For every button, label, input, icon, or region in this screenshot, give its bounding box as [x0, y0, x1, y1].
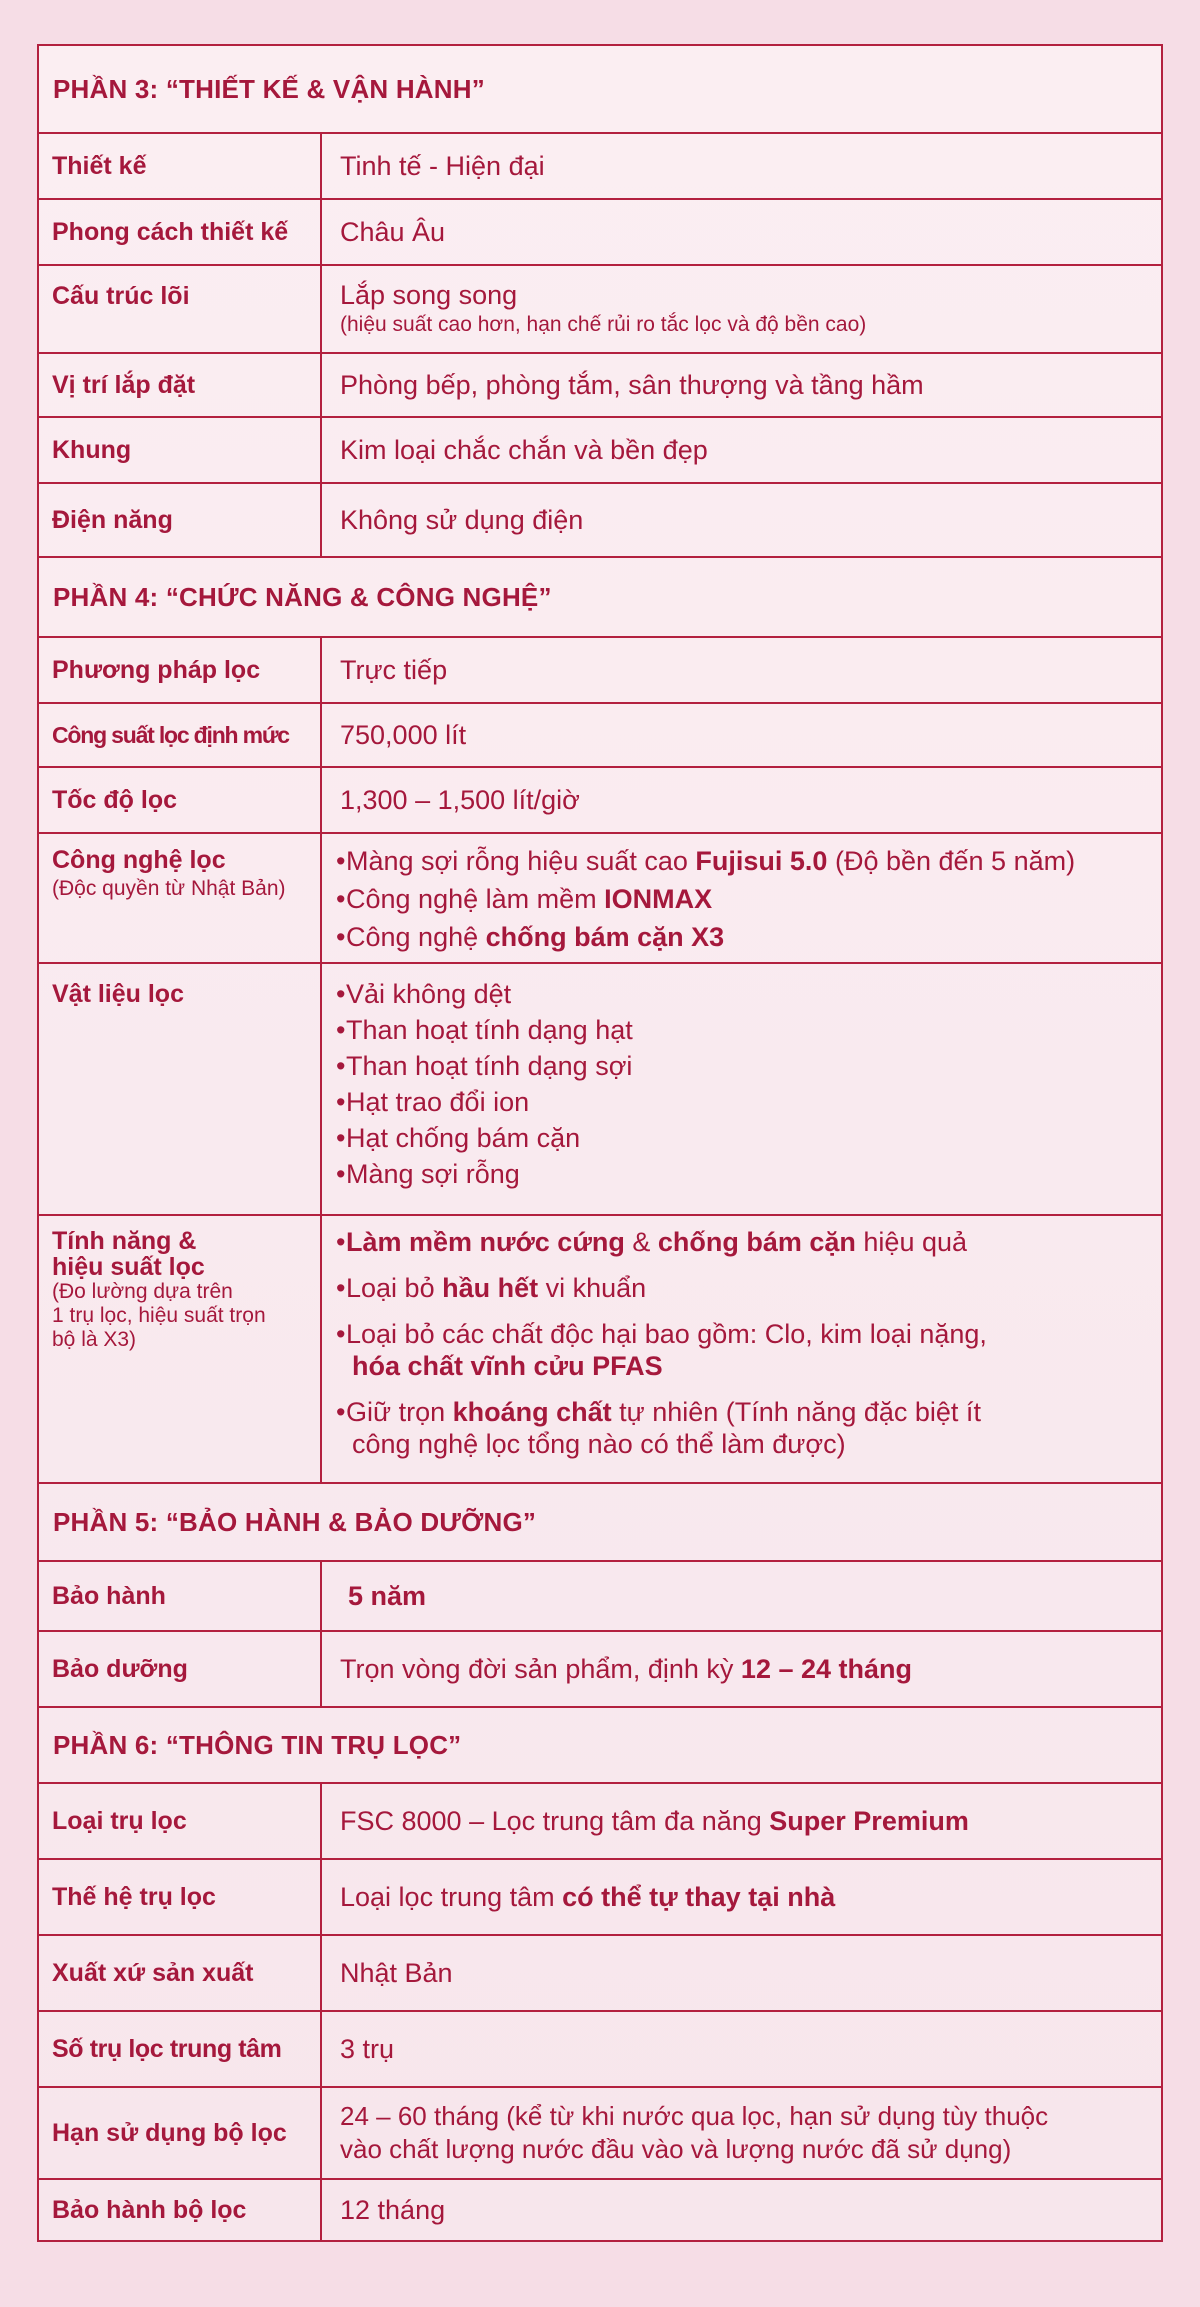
table-row — [39, 2086, 1161, 2178]
table-row — [39, 198, 1161, 264]
row-label: Vị trí lắp đặt — [39, 354, 322, 416]
row-value: Phòng bếp, phòng tắm, sân thượng và tầng hầm — [340, 369, 924, 400]
table-row — [39, 1214, 1161, 1482]
row-value: FSC 8000 – Lọc trung tâm đa năng Super Premium — [340, 1805, 969, 1836]
row-label: Bảo hành — [39, 1562, 322, 1630]
row-value: 12 tháng — [340, 2194, 446, 2225]
list-item: •Hạt trao đổi ion — [336, 1087, 530, 1117]
row-value — [322, 964, 1161, 1214]
row-label — [39, 1216, 322, 1482]
row-value: 3 trụ — [340, 2033, 395, 2064]
table-row — [39, 636, 1161, 702]
row-value: 5 năm — [348, 1580, 427, 1611]
table-row — [39, 352, 1161, 416]
list-item: •Vải không dệt — [336, 979, 512, 1009]
section-title-design: PHẦN 3: “THIẾT KẾ & VẬN HÀNH” — [53, 73, 485, 104]
table-row — [39, 1630, 1161, 1706]
row-label: Hạn sử dụng bộ lọc — [39, 2088, 322, 2178]
table-row — [39, 1560, 1161, 1630]
list-item: •Loại bỏ hầu hết vi khuẩn — [336, 1273, 647, 1303]
row-label: Cấu trúc lõi — [39, 266, 322, 352]
row-label — [39, 834, 322, 962]
list-item: •Công nghệ chống bám cặn X3 — [336, 922, 725, 952]
row-label: Tốc độ lọc — [39, 768, 322, 832]
row-value: Kim loại chắc chắn và bền đẹp — [340, 434, 708, 465]
row-value: 1,300 – 1,500 lít/giờ — [340, 784, 580, 815]
row-label: Phương pháp lọc — [39, 638, 322, 702]
row-value: Trực tiếp — [340, 654, 448, 685]
table-row — [39, 702, 1161, 766]
row-label: Vật liệu lọc — [39, 964, 322, 1214]
row-value — [322, 834, 1161, 962]
row-label: Thế hệ trụ lọc — [39, 1860, 322, 1934]
table-row — [39, 2178, 1161, 2240]
list-item: •Than hoạt tính dạng hạt — [336, 1015, 633, 1045]
table-row — [39, 962, 1161, 1214]
row-value: Loại lọc trung tâm có thể tự thay tại nhà — [340, 1881, 836, 1912]
row-value: 24 – 60 tháng (kể từ khi nước qua lọc, hạn sử dụng tùy thuộc vào chất lượng nước đầu vào và lượng nước đã sử dụng) — [340, 2101, 1049, 2164]
list-item: •Màng sợi rỗng — [336, 1159, 520, 1189]
value-note: (hiệu suất cao hơn, hạn chế rủi ro tắc lọc và độ bền cao) — [340, 313, 867, 336]
table-row — [39, 2010, 1161, 2086]
row-value — [322, 266, 1161, 352]
row-label: Điện năng — [39, 484, 322, 556]
label-note: 1 trụ lọc, hiệu suất trọn — [52, 1304, 266, 1327]
row-label: Bảo hành bộ lọc — [39, 2180, 322, 2240]
row-label: Thiết kế — [39, 134, 322, 198]
table-row — [39, 1782, 1161, 1858]
table-row — [39, 766, 1161, 832]
table-row — [39, 1858, 1161, 1934]
section-title-warranty: PHẦN 5: “BẢO HÀNH & BẢO DƯỠNG” — [39, 1482, 1161, 1560]
row-label: Khung — [39, 418, 322, 482]
label-text: Công nghệ lọc — [52, 846, 226, 874]
table-row — [39, 832, 1161, 962]
label-text: hiệu suất lọc — [52, 1253, 205, 1281]
row-value — [322, 1216, 1161, 1482]
row-label: Công suất lọc định mức — [39, 704, 322, 766]
section-title-filter: PHẦN 6: “THÔNG TIN TRỤ LỌC” — [39, 1706, 1161, 1782]
list-item: •Loại bỏ các chất độc hại bao gồm: Clo, kim loại nặng, hóa chất vĩnh cửu PFAS — [336, 1319, 987, 1381]
label-note: (Đo lường dựa trên — [52, 1280, 233, 1303]
table-row — [39, 416, 1161, 482]
table-row — [39, 132, 1161, 198]
list-item: •Màng sợi rỗng hiệu suất cao Fujisui 5.0 (Độ bền đến 5 năm) — [336, 846, 1076, 876]
row-value: Tinh tế - Hiện đại — [340, 150, 545, 181]
row-value: 750,000 lít — [340, 719, 467, 750]
section-title-tech: PHẦN 4: “CHỨC NĂNG & CÔNG NGHỆ” — [39, 556, 1161, 636]
list-item: •Hạt chống bám cặn — [336, 1123, 581, 1153]
row-value: Trọn vòng đời sản phẩm, định kỳ 12 – 24 tháng — [340, 1653, 912, 1684]
spec-table — [37, 44, 1163, 2242]
row-value: Châu Âu — [340, 216, 446, 247]
list-item: •Giữ trọn khoáng chất tự nhiên (Tính năng đặc biệt ít công nghệ lọc tổng nào có thể làm được) — [336, 1397, 981, 1459]
list-item: •Làm mềm nước cứng & chống bám cặn hiệu quả — [336, 1227, 968, 1257]
list-item: •Than hoạt tính dạng sợi — [336, 1051, 633, 1081]
label-note: (Độc quyền từ Nhật Bản) — [52, 877, 286, 900]
row-label: Bảo dưỡng — [39, 1632, 322, 1706]
table-row — [39, 482, 1161, 556]
row-value: Nhật Bản — [340, 1957, 453, 1988]
row-label: Xuất xứ sản xuất — [39, 1936, 322, 2010]
value-text: Lắp song song — [340, 280, 518, 310]
table-row — [39, 1934, 1161, 2010]
row-value: Không sử dụng điện — [340, 504, 584, 535]
label-text: Tính năng & — [52, 1227, 197, 1255]
label-note: bộ là X3) — [52, 1328, 137, 1351]
row-label: Phong cách thiết kế — [39, 200, 322, 264]
row-label: Số trụ lọc trung tâm — [39, 2012, 322, 2086]
row-label: Loại trụ lọc — [39, 1784, 322, 1858]
table-row — [39, 264, 1161, 352]
list-item: •Công nghệ làm mềm IONMAX — [336, 884, 713, 914]
